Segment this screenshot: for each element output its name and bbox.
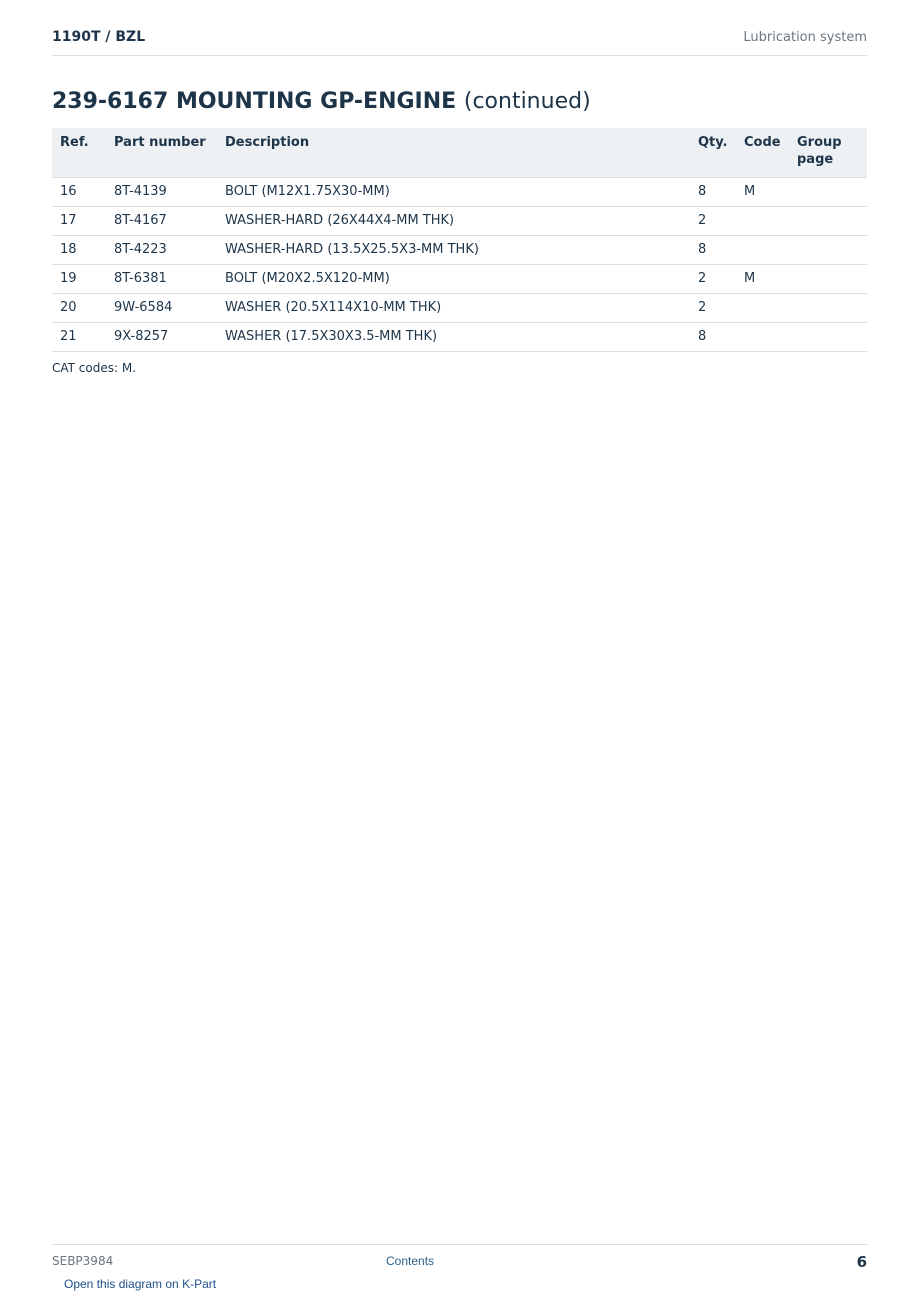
cell-qty: 8 [690, 236, 736, 265]
cell-qty: 2 [690, 265, 736, 294]
cell-ref: 20 [52, 294, 106, 323]
col-description-header: Description [217, 128, 690, 178]
document-id: SEBP3984 [52, 1254, 114, 1268]
cat-codes-note: CAT codes: M. [52, 361, 137, 375]
col-code-header: Code [736, 128, 789, 178]
cell-code: M [736, 178, 789, 207]
col-qty-header-label: Qty. [698, 135, 728, 150]
cell-code [736, 236, 789, 265]
page-footer [52, 1244, 867, 1275]
table-row [52, 294, 867, 323]
model-label: 1190T / BZL [52, 29, 146, 45]
cell-description: WASHER (17.5X30X3.5-MM THK) [217, 323, 690, 352]
section-label: Lubrication system [743, 30, 867, 45]
col-group-page-header: Group page [789, 128, 867, 178]
cell-qty: 2 [690, 207, 736, 236]
cell-description: WASHER-HARD (13.5X25.5X3-MM THK) [217, 236, 690, 265]
cell-ref: 21 [52, 323, 106, 352]
title-suffix: (continued) [463, 89, 591, 114]
cell-part-number: 9X-8257 [106, 323, 217, 352]
cell-qty: 2 [690, 294, 736, 323]
open-in-kpart-link[interactable]: Open this diagram on K-Part [64, 1277, 217, 1291]
cell-code [736, 294, 789, 323]
col-ref-header: Ref. [52, 128, 106, 178]
parts-table-body [52, 178, 867, 352]
cell-group-page [789, 323, 867, 352]
cell-group-page [789, 294, 867, 323]
table-row [52, 207, 867, 236]
cell-ref: 18 [52, 236, 106, 265]
cell-part-number: 8T-4223 [106, 236, 217, 265]
contents-link[interactable]: Contents [386, 1254, 435, 1268]
cell-code [736, 207, 789, 236]
cell-part-number: 8T-4139 [106, 178, 217, 207]
page-title [52, 89, 591, 114]
table-row [52, 236, 867, 265]
cell-group-page [789, 265, 867, 294]
cell-description: BOLT (M12X1.75X30-MM) [217, 178, 690, 207]
cell-code: M [736, 265, 789, 294]
cell-part-number: 8T-6381 [106, 265, 217, 294]
page-number: 6 [856, 1253, 867, 1271]
table-row [52, 265, 867, 294]
cell-group-page [789, 178, 867, 207]
cell-group-page [789, 236, 867, 265]
cell-qty: 8 [690, 323, 736, 352]
cell-ref: 16 [52, 178, 106, 207]
title-main: 239-6167 MOUNTING GP-ENGINE [52, 89, 457, 114]
cell-qty: 8 [690, 178, 736, 207]
table-row [52, 323, 867, 352]
cell-part-number: 9W-6584 [106, 294, 217, 323]
page-header [52, 28, 867, 56]
cell-ref: 19 [52, 265, 106, 294]
col-part-number-header: Part number [106, 128, 217, 178]
cell-description: WASHER (20.5X114X10-MM THK) [217, 294, 690, 323]
cell-group-page [789, 207, 867, 236]
cell-description: BOLT (M20X2.5X120-MM) [217, 265, 690, 294]
cell-description: WASHER-HARD (26X44X4-MM THK) [217, 207, 690, 236]
table-row [52, 178, 867, 207]
cell-ref: 17 [52, 207, 106, 236]
table-header-row [52, 128, 867, 178]
parts-table [52, 128, 867, 352]
col-qty-header [690, 128, 736, 178]
cell-code [736, 323, 789, 352]
cell-part-number: 8T-4167 [106, 207, 217, 236]
